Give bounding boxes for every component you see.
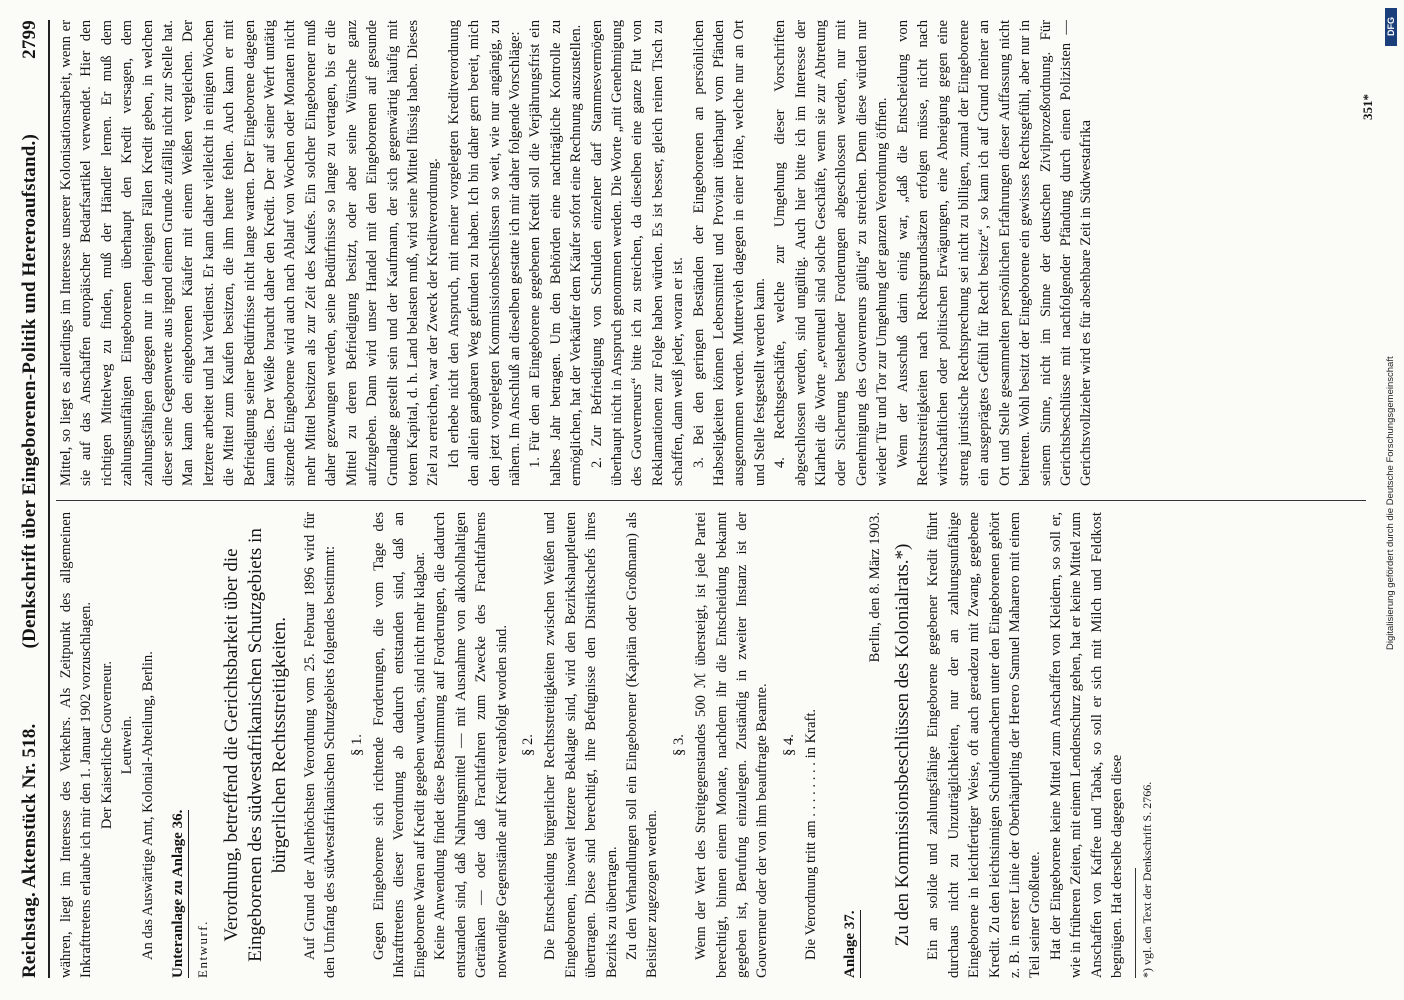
page-signature: 351* (1360, 94, 1375, 120)
signature-role: Der Kaiserliche Gouverneur. (98, 660, 115, 830)
header-center: (Denkschrift über Eingeborenen-Politik und Hereroaufstand.) (19, 133, 40, 649)
proposal-item-3: 3. Bei den geringen Beständen der Eingeborenen an persönlichen Habseligkeiten können Lebensmittel und Proviant überhaupt vom Pfänden ausgenommen werden. Muttervieh dagegen in einer Höhe, welche nur an Ort und Stelle festgestellt werden kann. (690, 20, 768, 486)
section-4-text: Die Verordnung tritt am . . . . . . . . in Kraft. (803, 708, 820, 960)
section-3-text: Wenn der Wert des Streitgegenstandes 500 ℳ übersteigt, ist jede Partei berechtigt, binnen einem Monate, nachdem ihr die Entscheidung bekannt gegeben ist, Berufung einzulegen. Zuständig in zweiter Instanz ist der Gouverneur oder der von ihm beauftragte Beamte. (693, 512, 771, 978)
signature-name: Leutwein. (119, 715, 136, 775)
annex37-date: Berlin, den 8. März 1903. (867, 512, 883, 663)
header-rule (48, 20, 50, 978)
proposal-item-4: 4. Rechtsgeschäfte, welche zur Umgehung dieser Vorschriften abgeschlossen werden, sind ungültig. Auch hier bitte ich im Interesse der Klarheit die Worte „eventuell sind solche Geschäfte, wenn sie zur Abtretung oder Sicherung bestehender Forderungen abgeschlossen werden, nur mit Genehmigung des Gouverneurs gültig“ zu streichen. Denn diese würden nur wieder Tür und Tor zur Umgehung der ganzen Verordnung öffnen. (772, 20, 891, 486)
section-3-label: § 3. (670, 734, 687, 756)
annex37-heading: Anlage 37. (840, 911, 861, 979)
proposal-item-2: 2. Zur Befriedigung von Schulden einzelner darf Stammesvermögen überhaupt nicht in Anspruch genommen werden. Die Worte „mit Genehmigung des Gouverneurs“ bitte ich zu streichen, da dieselben eine ganze Flut von Reklamationen zur Folge haben würden. Es ist besser, gleich reinen Tisch zu schaffen, dann weiß jeder, woran er ist. (588, 20, 687, 486)
annex36-heading: Unteranlage zu Anlage 36. (168, 810, 189, 978)
footnote-rule (1135, 868, 1136, 978)
ordinance-title: Verordnung, betreffend die Gerichtsbarkeit über die Eingeborenen des südwestafrikanischen Schutzgebiets in bürgerlichen Rechtsstreitigkeiten. (220, 528, 290, 962)
right-paragraph-1: Mittel, so liegt es allerdings im Interesse unserer Kolonisationsarbeit, wenn er sie auf das Anschaffen europäischer Bedarfsartikel verwendet. Hier den richtigen Mittelweg zu finden, muß der Händler lernen. Er muß dem zahlungsunfähigen Eingeborenen überhaupt den Kredit versagen, dem zahlungsfähigen dagegen nur in denjenigen Fällen Kredit geben, in welchen dieser seine Gegenwerte aus irgend einem Grunde zufällig nicht zur Stelle hat. Man kann den eingeborenen Käufer mit einem Weißen vergleichen. Der letztere arbeitet und hat Verdienst. Er kann daher vielleicht in einigen Wochen die Mittel zum Kaufen besitzen, die ihm heute fehlen. Auch kann er mit Befriedigung seiner Bedürfnisse nicht lange warten. Der Eingeborene dagegen kann dies. Der Weiße braucht daher den Kredit. Der auf seiner Werft untätig sitzende Eingeborene wird auch nach Ablauf von Wochen oder Monaten nicht mehr Mittel besitzen als zur Zeit des Kaufes. Ein solcher Eingeborener muß daher gezwungen werden, seine Bedürfnisse so lange zu vertagen, bis er die Mittel zu deren Befriedigung besitzt, oder aber seine Wünsche ganz aufzugeben. Dann wird unser Handel mit den Eingeborenen auf gesunde Grundlage gestellt sein und der Kaufmann, der sich gegenwärtig häufig mit totem Kapital, d. h. Land belasten muß, wird seine Mittel flüssig haben. Dieses Ziel zu erreichen, war der Zweck der Kreditverordnung. (58, 20, 442, 486)
dfg-logo: DFG (1385, 8, 1397, 46)
section-2-text-b: Zu den Verhandlungen soll ein Eingeborener (Kapitän oder Großmann) als Beisitzer zugezogen werden. (623, 512, 661, 978)
section-4-label: § 4. (780, 734, 797, 756)
left-column (56, 512, 1371, 978)
ordinance-preamble: Auf Grund der Allerhöchsten Verordnung vom 25. Februar 1896 wird für den Umfang des südwestafrikanischen Schutzgebiets folgendes bestimmt: (301, 512, 339, 978)
intro-paragraph: währen, liegt im Interesse des Verkehrs. Als Zeitpunkt des allgemeinen Inkrafttretens erlaube ich mir den 1. Januar 1902 vorzuschlagen. (58, 512, 95, 978)
section-1-text-a: Gegen Eingeborene sich richtende Forderungen, die vom Tage des Inkrafttretens dieser Verordnung ab dadurch entstanden sind, daß an Eingeborene Waren auf Kredit gegeben wurden, sind nicht mehr klagbar. (371, 512, 428, 978)
footnote: *) vgl. den Text der Denkschrift S. 2766. (1140, 781, 1155, 978)
annex37-paragraph-1: Ein an solide und zahlungsfähige Eingeborene gegebener Kredit führt durchaus nicht zu Unzuträglichkeiten, nur der an zahlungsunfähige Eingeborene in leichtfertiger Weise, oft auch geradezu mit Zwang, gegebene Kredit. Zu den leichtsinnigen Schuldenmachern unter den Eingeborenen gehört z. B. in erster Linie der Oberhäuptling der Herero Samuel Maharero mit einem Teil seiner Großleute. (925, 512, 1044, 978)
section-1-text-b: Keine Anwendung findet diese Bestimmung auf Forderungen, die dadurch entstanden sind, daß Nahrungsmittel — mit Ausnahme von alkoholhaltigen Getränken — oder daß Frachtfahren zum Zwecke des Frachtfahrens notwendige Gegenstände auf Kredit verabfolgt worden sind. (432, 512, 510, 978)
right-paragraph-3: Wenn der Ausschuß darin einig war, „daß die Entscheidung von Rechtsstreitigkeiten nach Rechtsgrundsätzen erfolgen müsse, nicht nach wirtschaftlichen oder politischen Erwägungen, eine Abneigung gegen eine streng juristische Rechtsprechung sei nicht zu billigen, zumal der Eingeborene ein ausgeprägtes Gefühl für Recht besitze“, so kann ich auf Grund meiner an Ort und Stelle gesammelten persönlichen Erfahrungen dieser Auffassung nicht beitreten. Wohl besitzt der Eingeborene ein gewisses Rechtsgefühl, aber nur in seinem Sinne, nicht im Sinne der deutschen Zivilprozeßordnung. Für Gerichtsbeschlüsse mit nachfolgender Pfändung durch einen Polizisten — Gerichtsvollzieher wird es für absehbare Zeit in Südwestafrika (894, 20, 1095, 486)
draft-label: Entwurf. (195, 920, 211, 978)
section-2-text-a: Die Entscheidung bürgerlicher Rechtsstreitigkeiten zwischen Weißen und Eingeborenen, insoweit letztere Beklagte sind, wird den Bezirkshauptleuten übertragen. Diese sind berechtigt, ihre Befugnisse den Distriktschefs ihres Bezirks zu übertragen. (542, 512, 620, 978)
addressee: An das Auswärtige Amt, Kolonial-Abteilung, Berlin. (139, 651, 156, 960)
section-2-label: § 2. (519, 734, 536, 756)
section-1-label: § 1. (348, 734, 365, 756)
column-divider (56, 500, 1366, 501)
annex37-paragraph-2: Hat der Eingeborene keine Mittel zum Anschaffen von Kleidern, so soll er, wie in früheren Zeiten, mit einem Lendenschurz gehen, hat er keine Mittel zum Anschaffen von Kaffee und Tabak, so soll er sich mit Milch und Feldkost begnügen. Hat derselbe dagegen diese (1047, 512, 1126, 978)
header-page-number: 2799 (19, 20, 40, 59)
right-column (56, 20, 1371, 486)
header-left: Reichstag. Aktenstück Nr. 518. (19, 723, 40, 978)
annex37-title: Zu den Kommissionsbeschlüssen des Kolonialrats.*) (892, 543, 914, 947)
proposal-item-1: 1. Für den an Eingeborene gegebenen Kredit soll die Verjährungsfrist ein halbes Jahr betragen. Um den Behörden eine nachträgliche Kontrolle zu ermöglichen, hat der Verkäufer dem Käufer sofort eine Rechnung auszustellen. (527, 20, 585, 486)
right-paragraph-2: Ich erhebe nicht den Anspruch, mit meiner vorgelegten Kreditverordnung den allein gangbaren Weg gefunden zu haben. Ich bin daher gern bereit, mich den jetzt vorgelegten Kommissionsbeschlüssen so weit, wie nur angängig, zu nähern. Im Anschluß an dieselben gestatte ich mir daher folgende Vorschläge: (445, 20, 523, 486)
page-header (14, 20, 46, 978)
digitization-credit: Digitalisierung gefördert durch die Deutsche Forschungsgemeinschaft (1385, 356, 1396, 650)
